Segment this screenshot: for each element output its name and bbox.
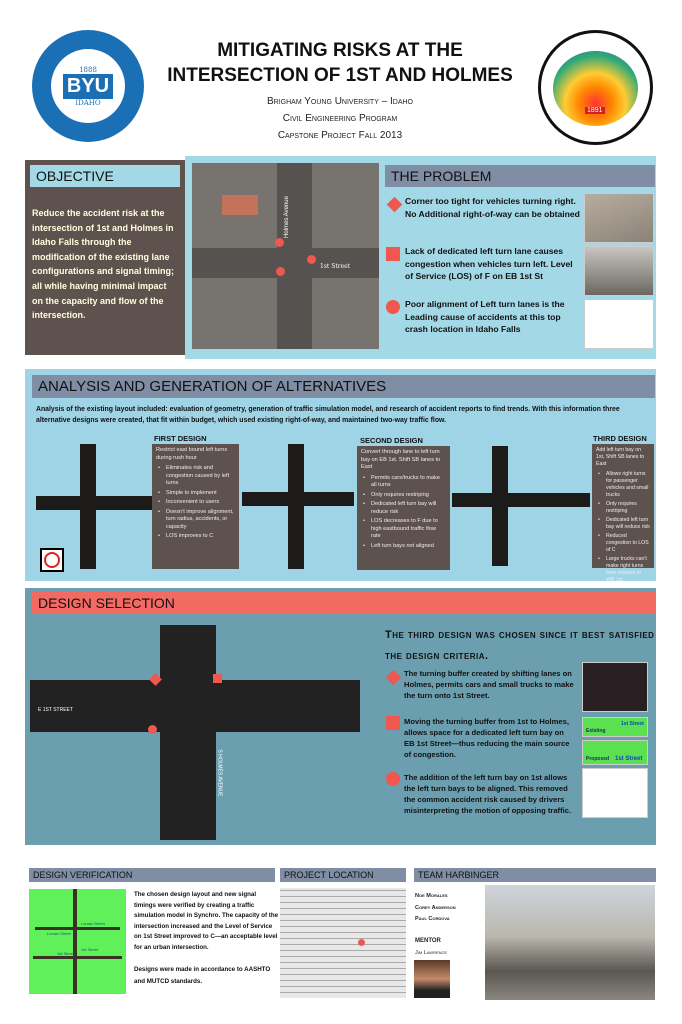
team-members: Noe Morales Corey Anderson Paul Cordova — [415, 893, 456, 922]
design-title: THIRD DESIGN — [593, 434, 647, 443]
problem-item: Corner too tight for vehicles turning right. No Additional right-of-way can be obtained — [405, 196, 580, 219]
no-left-turn-sign — [40, 548, 64, 572]
design-title: FIRST DESIGN — [154, 434, 207, 443]
university-name: Brigham Young University – Idaho — [266, 96, 413, 107]
project-term: Capstone Project Fall 2013 — [277, 130, 403, 141]
first-design-box: Restrict east bound left turns during rush hour • Eliminates risk and congestion caused by left turns • Simple to implement • Inconvenient to users • Doesn't improve alignment, turn radius, accidents, or capacity • LOS improves to C — [152, 444, 239, 569]
street-label: 1st Street — [320, 263, 351, 270]
selection-item: The addition of the left turn bay on 1st allows the left turn bays to be aligned. This removed the common accident risk caused by drivers misinterpreting the motion of opposing traffic. — [404, 773, 572, 815]
selection-heading: DESIGN SELECTION — [32, 592, 655, 614]
selected-design-diagram — [160, 625, 216, 840]
logo-mark: BYU — [63, 74, 113, 99]
mentor-label: MENTOR — [415, 938, 441, 944]
crash-marker — [275, 238, 284, 247]
circle-icon — [148, 725, 157, 734]
objective-heading: OBJECTIVE — [30, 165, 180, 187]
proposed-layout: Proposed 1st Street — [582, 740, 648, 765]
selected-design-road — [30, 680, 360, 732]
second-design-box: Convert through lane to left turn bay on EB 1st. Shift SB lanes to East • Permits cars/trucks to make all turns • Only requires restriping • Dedicated left turn bay will reduce risk • LOS decreases to F due to high eastbound traffic flow rate • Left turn bays not aligned — [357, 446, 450, 570]
team-heading: TEAM HARBINGER — [414, 868, 656, 882]
mentor-name: Jim Lawrence — [415, 950, 448, 956]
crash-marker — [276, 267, 285, 276]
analysis-panel — [25, 369, 656, 581]
corner-photo — [584, 193, 654, 243]
aerial-photo — [192, 163, 379, 349]
first-design-road — [36, 496, 152, 510]
problem-item: Lack of dedicated left turn lane causes congestion when vehicles turn left. Level of Service (LOS) of F on EB 1st St — [405, 246, 573, 281]
signal-photo — [584, 246, 654, 296]
aligned-turn-diagram — [582, 768, 648, 818]
avenue-label: Holmes Avenue — [284, 196, 290, 238]
mentor-photo — [414, 960, 450, 998]
objective-text: Reduce the accident risk at the intersection of 1st and Holmes in Idaho Falls through the modification of the existing lane configurations and signal timing; all while having minimal impact on the capacity and flow of the intersection. — [32, 208, 175, 321]
standards-text: Designs were made in accordance to AASHTO and MUTCD standards. — [134, 966, 271, 985]
existing-layout: Existing 1st Street — [582, 717, 648, 737]
program-name: Civil Engineering Program — [282, 113, 398, 124]
city-of-idaho-falls-logo: 1891 — [538, 30, 653, 145]
objective-box — [25, 160, 185, 355]
second-design-road — [242, 492, 354, 506]
square-icon — [386, 247, 400, 261]
location-heading: PROJECT LOCATION — [280, 868, 406, 882]
third-design-road — [452, 493, 590, 507]
selection-item: The turning buffer created by shifting lanes on Holmes, permits cars and small trucks to make the turn onto 1st Street. — [404, 669, 574, 700]
analysis-intro: Analysis of the existing layout included: evaluation of geometry, generation of traffic simulation model, and research of accident reports to find trends. With this information three alternative designs were created, that fit within budget, which used existing right-of-way, and maintained two-way traffic flow. — [36, 406, 620, 424]
problem-item: Poor alignment of Left turn lanes is the Leading cause of accidents at this top crash location in Idaho Falls — [405, 299, 565, 334]
poster-title: MITIGATING RISKS AT THE INTERSECTION OF 1ST AND HOLMES — [167, 40, 513, 86]
buffer-detail — [582, 662, 648, 712]
byu-idaho-logo — [32, 30, 144, 142]
synchro-map: Lomax Street Lomax Street 1st Street 1st Street — [29, 889, 126, 994]
square-icon — [213, 674, 222, 683]
avenue-label: S HOLMES AVENUE — [216, 749, 223, 797]
logo-year: 1888 — [79, 65, 97, 74]
third-design-box: Add left turn bay on 1st, Shift SB lanes to East • Allows right turns for passenger vehicles and small trucks • Only requires restriping • Dedicated left turn bay will reduce risk • Reduced congestion to LOS of C • Large trucks can't make right turns from Holmes to WB 1st — [592, 444, 654, 568]
analysis-heading: ANALYSIS AND GENERATION OF ALTERNATIVES — [32, 375, 655, 398]
selection-statement: The third design was chosen since it best satisfied the design criteria. — [385, 629, 655, 662]
verification-text: The chosen design layout and new signal timings were verified by creating a traffic simulation model in Synchro. The capacity of the intersection increased and the Level of Service on 1st Street improved to C—an acceptable level for an urban intersection. — [134, 891, 279, 951]
circle-icon — [386, 300, 400, 314]
team-photo — [485, 885, 655, 1000]
circle-icon — [386, 772, 400, 786]
verification-heading: DESIGN VERIFICATION — [29, 868, 275, 882]
crash-marker — [307, 255, 316, 264]
street-label: E 1ST STREET — [38, 707, 73, 713]
second-design-diagram — [288, 444, 304, 569]
square-icon — [386, 716, 400, 730]
location-map — [280, 888, 406, 998]
design-title: SECOND DESIGN — [360, 436, 423, 445]
selection-item: Moving the turning buffer from 1st to Holmes, allows space for a dedicated left turn bay on EB 1st Street—thus reducing the main source of congestion. — [404, 717, 570, 759]
logo-place: IDAHO — [75, 98, 101, 107]
location-pin — [358, 939, 365, 946]
problem-heading: THE PROBLEM — [385, 165, 655, 187]
crash-diagram — [584, 299, 654, 349]
